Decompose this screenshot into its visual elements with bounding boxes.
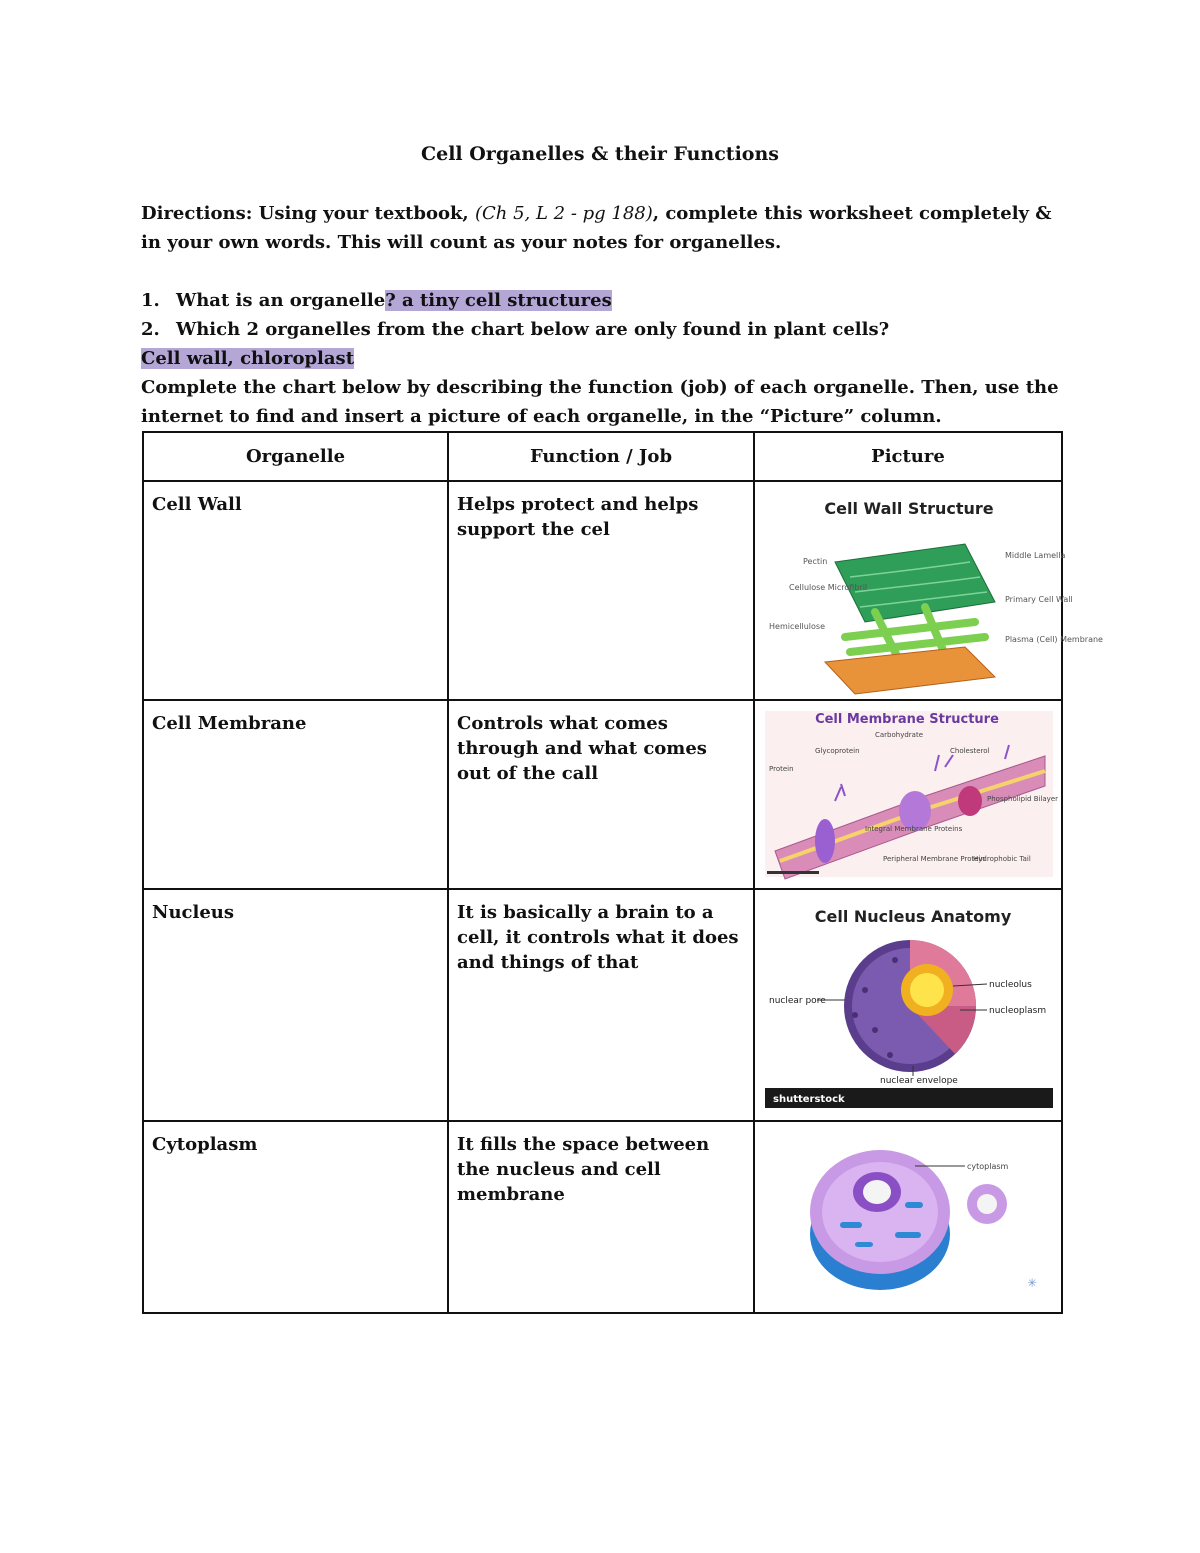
sparkle-icon: ✳	[1027, 1276, 1038, 1290]
nucleus-label: nuclear envelope	[880, 1076, 958, 1086]
organelle-table	[142, 431, 1103, 1314]
textbook-reference: (Ch 5, L 2 - pg 188)	[474, 203, 653, 224]
organelle-name: Cytoplasm	[152, 1134, 258, 1155]
directions-label: Directions:	[141, 203, 253, 224]
header-organelle: Organelle	[143, 432, 448, 481]
cell-membrane-label: Cholesterol	[950, 747, 990, 755]
membrane-protein	[815, 819, 835, 863]
cell-membrane-label: Carbohydrate	[875, 731, 924, 739]
organelle-name: Cell Membrane	[152, 713, 307, 734]
cell-wall-label: Plasma (Cell) Membrane	[1005, 635, 1103, 644]
cell-wall-image	[755, 482, 1103, 694]
cell-wall-label: Pectin	[803, 557, 828, 566]
nucleus-image	[755, 890, 1055, 1115]
cell-wall-label: Primary Cell Wall	[1005, 595, 1073, 604]
organelle-function: It fills the space between the nucleus and cell membrane	[457, 1134, 710, 1205]
nucleus-image-title: Cell Nucleus Anatomy	[814, 907, 1012, 926]
table-row	[143, 1121, 1062, 1313]
cell-wall-label: Hemicellulose	[769, 622, 825, 631]
cell-wall-label: Cellulose Microfibril	[789, 583, 868, 592]
watermark-text: shutterstock	[773, 1094, 845, 1105]
organelle-function: Controls what comes through and what comes out of the call	[457, 713, 707, 784]
cell-wall-image-title: Cell Wall Structure	[824, 499, 994, 518]
question-2-number: 2.	[141, 319, 160, 340]
membrane-protein	[958, 786, 982, 816]
nucleus-label: nucleolus	[989, 980, 1032, 990]
cytoplasm-image	[755, 1122, 1055, 1307]
question-1	[141, 287, 1061, 316]
cell-membrane-label: Glycoprotein	[815, 747, 860, 755]
cell-membrane-image-title: Cell Membrane Structure	[815, 712, 999, 727]
cell-membrane-label: Integral Membrane Proteins	[865, 825, 963, 833]
organelle-function: Helps protect and helps support the cel	[457, 494, 699, 540]
organelle-name: Cell Wall	[152, 494, 242, 515]
cell-membrane-image	[755, 701, 1059, 883]
organelle-name: Nucleus	[152, 902, 235, 923]
header-function: Function / Job	[448, 432, 754, 481]
header-picture: Picture	[754, 432, 1062, 481]
nucleus-label: nuclear pore	[769, 996, 826, 1006]
table-row	[143, 889, 1062, 1121]
cell-membrane-label: Protein	[769, 765, 794, 773]
cell-membrane-label: Phospholipid Bilayer	[987, 795, 1059, 803]
table-row	[143, 700, 1062, 889]
organelle-function: It is basically a brain to a cell, it controls what it does and things of that	[457, 902, 739, 973]
question-2	[141, 316, 1061, 345]
nucleus-label: nucleoplasm	[989, 1006, 1047, 1016]
cytoplasm-label: cytoplasm	[967, 1162, 1009, 1171]
question-1-answer: ? a tiny cell structures	[385, 290, 612, 311]
cell-membrane-label: Hydrophobic Tail	[973, 855, 1031, 863]
page-title: Cell Organelles & their Functions	[421, 143, 779, 165]
directions-text-a: Using your textbook,	[252, 203, 475, 224]
question-1-prompt: What is an organelle	[176, 290, 386, 311]
table-header-row	[143, 432, 1062, 481]
directions-text-b: , complete this worksheet completely & in your own words. This will count as your notes for organelles.	[141, 203, 1052, 253]
question-2-answer-line	[141, 345, 1061, 374]
cell-membrane-label: Peripheral Membrane Protein	[883, 855, 985, 863]
chart-instructions: Complete the chart below by describing the function (job) of each organelle. Then, use the internet to find and insert a picture of each organelle, in the “Picture” column.	[141, 377, 1059, 427]
question-1-number: 1.	[141, 290, 160, 311]
cell-wall-label: Middle Lamella	[1005, 551, 1066, 560]
table-row	[143, 481, 1062, 700]
question-2-answer: Cell wall, chloroplast	[141, 348, 355, 369]
directions	[141, 200, 1061, 257]
question-2-prompt: Which 2 organelles from the chart below are only found in plant cells?	[176, 319, 890, 340]
